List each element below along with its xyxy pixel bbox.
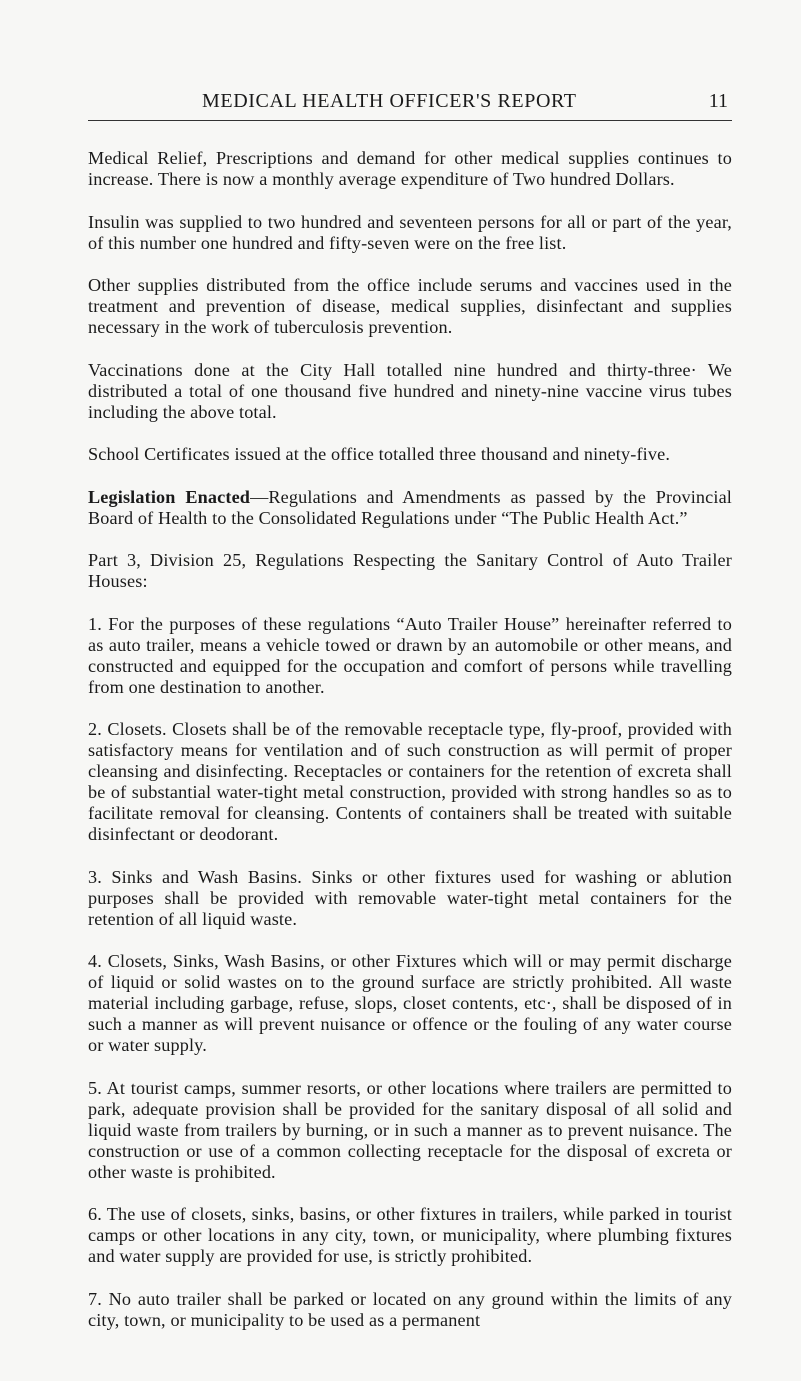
body-text bbox=[88, 148, 732, 1331]
paragraph-other-supplies: Other supplies distributed from the office include serums and vaccines used in the treatment and prevention of disease, medical supplies, disinfectant and supplies necessary in the work of tuberculosis prevention. bbox=[88, 275, 732, 337]
document-page bbox=[88, 90, 732, 1352]
paragraph-legislation bbox=[88, 487, 732, 529]
running-header bbox=[88, 90, 732, 121]
paragraph-vaccinations: Vaccinations done at the City Hall totalled nine hundred and thirty-three· We distributed a total of one thousand five hundred and ninety-nine vaccine virus tubes including the above total. bbox=[88, 359, 732, 422]
regulation-6: 6. The use of closets, sinks, basins, or other fixtures in trailers, while parked in tourist camps or other locations in any city, town, or municipality, where plumbing fixtures and water supply are provided for use, is strictly prohibited. bbox=[88, 1204, 732, 1266]
report-title: MEDICAL HEALTH OFFICER'S REPORT bbox=[202, 90, 577, 112]
regulation-4: 4. Closets, Sinks, Wash Basins, or other Fixtures which will or may permit discharge of liquid or solid wastes on to the ground surface are strictly prohibited. All waste material including garbage, refuse, slops, closet contents, etc·, shall be disposed of in such a manner as will prevent nuisance or offence or the fouling of any water course or water supply. bbox=[88, 951, 732, 1055]
legislation-text: —Regulations and Amendments as passed by the Provincial Board of Health to the Consolidated Regulations under “The Public Health Act.” bbox=[88, 486, 732, 528]
regulation-1: 1. For the purposes of these regulations “Auto Trailer House” hereinafter referred to as auto trailer, means a vehicle towed or drawn by an automobile or other means, and constructed and equipped for the occupation and comfort of persons while travelling from one destination to another. bbox=[88, 613, 732, 697]
legislation-heading: Legislation Enacted bbox=[88, 486, 251, 507]
regulation-3: 3. Sinks and Wash Basins. Sinks or other fixtures used for washing or ablution purposes shall be provided with removable water-tight metal containers for the retention of all liquid waste. bbox=[88, 866, 732, 929]
regulation-2: 2. Closets. Closets shall be of the removable receptacle type, fly-proof, provided with satisfactory means for ventilation and of such construction as will permit of proper cleansing and disinfecting. Receptacles or containers for the retention of excreta shall be of substantial water-tight metal construction, provided with strong handles so as to facilitate removal for cleansing. Contents of containers shall be treated with suitable disinfectant or deodorant. bbox=[88, 719, 732, 844]
page-number: 11 bbox=[708, 90, 728, 112]
paragraph-medical-relief: Medical Relief, Prescriptions and demand for other medical supplies continues to increase. There is now a monthly average expenditure of Two hundred Dollars. bbox=[88, 148, 732, 189]
regulation-7: 7. No auto trailer shall be parked or located on any ground within the limits of any city, town, or municipality to be used as a permanent bbox=[88, 1288, 732, 1330]
regulation-5: 5. At tourist camps, summer resorts, or other locations where trailers are permitted to park, adequate provision shall be provided for the sanitary disposal of all solid and liquid waste from trailers by burning, or in such a manner as to prevent nuisance. The construction or use of a common collecting receptacle for the disposal of excreta or other waste is prohibited. bbox=[88, 1077, 732, 1182]
part-title: Part 3, Division 25, Regulations Respecting the Sanitary Control of Auto Trailer Houses: bbox=[88, 550, 732, 591]
paragraph-school-certificates: School Certificates issued at the office totalled three thousand and ninety-five. bbox=[88, 444, 671, 464]
paragraph-insulin: Insulin was supplied to two hundred and seventeen persons for all or part of the year, of this number one hundred and fifty-seven were on the free list. bbox=[88, 211, 732, 253]
